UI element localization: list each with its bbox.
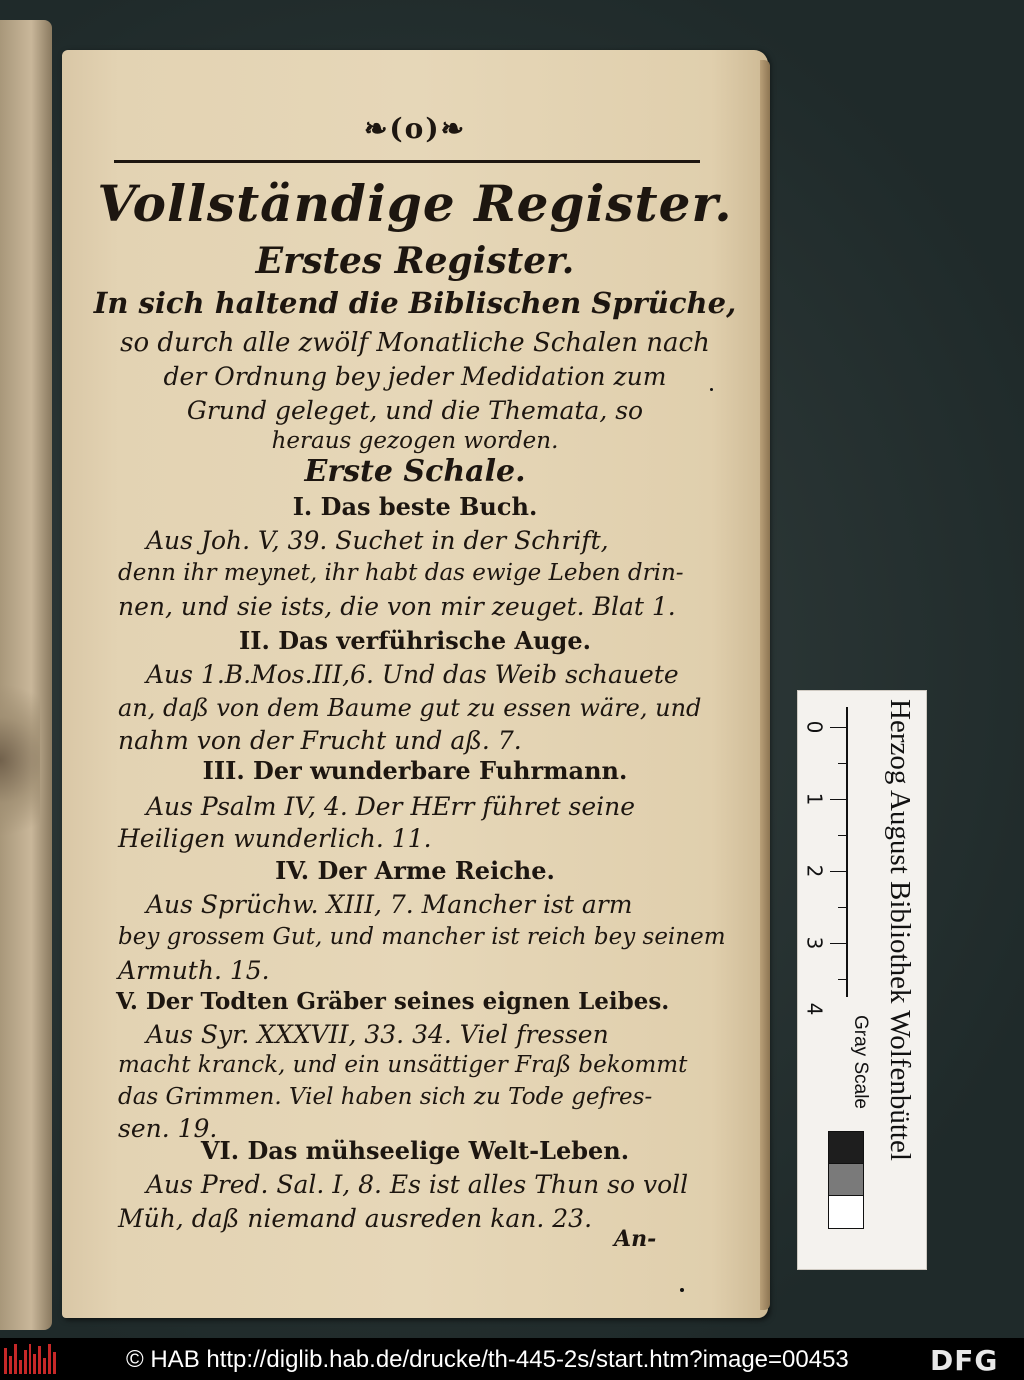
entry-heading: I. Das beste Buch. bbox=[292, 492, 538, 521]
measurement-ruler bbox=[802, 707, 862, 1016]
entry-line: nen, und sie ists, die von mir zeuget. Blat 1. bbox=[118, 592, 676, 621]
entry-line: denn ihr meynet, ihr habt das ewige Leben drin- bbox=[118, 560, 684, 586]
ruler-tick bbox=[830, 943, 848, 944]
ruler-tick bbox=[838, 979, 848, 980]
entry-heading: II. Das verführische Auge. bbox=[239, 626, 591, 655]
page-header: ❧(o)❧ bbox=[363, 112, 467, 145]
entry-heading: III. Der wunderbare Fuhrmann. bbox=[202, 756, 628, 785]
ruler-tick bbox=[830, 799, 848, 800]
entry-heading: IV. Der Arme Reiche. bbox=[275, 856, 555, 885]
gray-scale-label: Gray Scale bbox=[850, 1015, 871, 1109]
page-speck bbox=[680, 1288, 684, 1292]
entry-heading: V. Der Todten Gräber seines eignen Leibes. bbox=[116, 988, 670, 1015]
dfg-logo: DFG bbox=[930, 1344, 999, 1377]
section-heading: Erste Schale. bbox=[304, 454, 526, 489]
header-rule bbox=[114, 160, 700, 163]
entry-line: Aus Pred. Sal. I, 8. Es ist alles Thun so voll bbox=[146, 1170, 689, 1199]
ruler-number: 3 bbox=[802, 936, 827, 950]
ruler-number: 4 bbox=[802, 1002, 827, 1016]
entry-line: Aus 1.B.Mos.III,6. Und das Weib schauete bbox=[146, 660, 679, 689]
ruler-tick bbox=[830, 871, 848, 872]
book-page bbox=[62, 50, 768, 1318]
color-calibration-target bbox=[797, 690, 927, 1270]
ruler-tick bbox=[838, 763, 848, 764]
facing-page-ornament bbox=[0, 660, 40, 860]
ruler-number: 1 bbox=[802, 792, 827, 806]
ruler-tick bbox=[838, 907, 848, 908]
intro-line: der Ordnung bey jeder Medidation zum bbox=[163, 362, 667, 391]
page-edge bbox=[760, 60, 770, 1310]
register-subtitle: Erstes Register. bbox=[255, 240, 575, 282]
page-number: (o) bbox=[389, 112, 441, 145]
entry-heading: VI. Das mühseelige Welt-Leben. bbox=[200, 1136, 630, 1165]
intro-line: In sich haltend die Biblischen Sprüche, bbox=[93, 286, 737, 320]
gray-swatch-light bbox=[828, 1195, 864, 1229]
catchword: An- bbox=[614, 1226, 657, 1252]
entry-line: Armuth. 15. bbox=[118, 956, 270, 985]
intro-line: Grund geleget, und die Themata, so bbox=[186, 396, 644, 425]
ruler-tick bbox=[830, 727, 848, 728]
copyright-link[interactable]: © HAB http://diglib.hab.de/drucke/th-445-2s/start.htm?image=00453 bbox=[126, 1346, 849, 1373]
intro-line: heraus gezogen worden. bbox=[271, 428, 559, 454]
entry-line: Aus Syr. XXXVII, 33. 34. Viel fressen bbox=[146, 1020, 609, 1049]
entry-line: Aus Psalm IV, 4. Der HErr führet seine bbox=[146, 792, 636, 821]
entry-line: macht kranck, und ein unsättiger Fraß bekommt bbox=[118, 1052, 688, 1078]
ruler-number: 2 bbox=[802, 864, 827, 878]
entry-line: Müh, daß niemand ausreden kan. 23. bbox=[118, 1204, 593, 1233]
entry-line: an, daß von dem Baume gut zu essen wäre, und bbox=[118, 694, 702, 722]
ruler-number: 0 bbox=[802, 720, 827, 734]
ruler-spine bbox=[846, 707, 848, 997]
entry-line: Heiligen wunderlich. 11. bbox=[118, 824, 432, 853]
intro-line: so durch alle zwölf Monatliche Schalen nach bbox=[120, 328, 710, 358]
gray-swatch-mid bbox=[828, 1163, 864, 1197]
page-speck bbox=[710, 388, 713, 391]
entry-line: Aus Joh. V, 39. Suchet in der Schrift, bbox=[146, 526, 609, 555]
ruler-tick bbox=[838, 835, 848, 836]
institution-label: Herzog August Bibliothek Wolfenbüttel bbox=[884, 699, 916, 1161]
entry-line: das Grimmen. Viel haben sich zu Tode gefres- bbox=[118, 1084, 653, 1110]
hab-logo-icon bbox=[4, 1344, 56, 1374]
entry-line: Aus Sprüchw. XIII, 7. Mancher ist arm bbox=[146, 890, 633, 919]
page-text bbox=[62, 50, 768, 1318]
facing-page-left bbox=[0, 20, 52, 1330]
page-title: Vollständige Register. bbox=[97, 174, 733, 233]
entry-line: sen. 19. bbox=[118, 1114, 218, 1143]
entry-line: nahm von der Frucht und aß. 7. bbox=[118, 726, 522, 755]
viewer-footer bbox=[0, 1338, 1024, 1380]
entry-line: bey grossem Gut, und mancher ist reich bey seinem bbox=[118, 924, 726, 950]
gray-swatch-dark bbox=[828, 1131, 864, 1165]
